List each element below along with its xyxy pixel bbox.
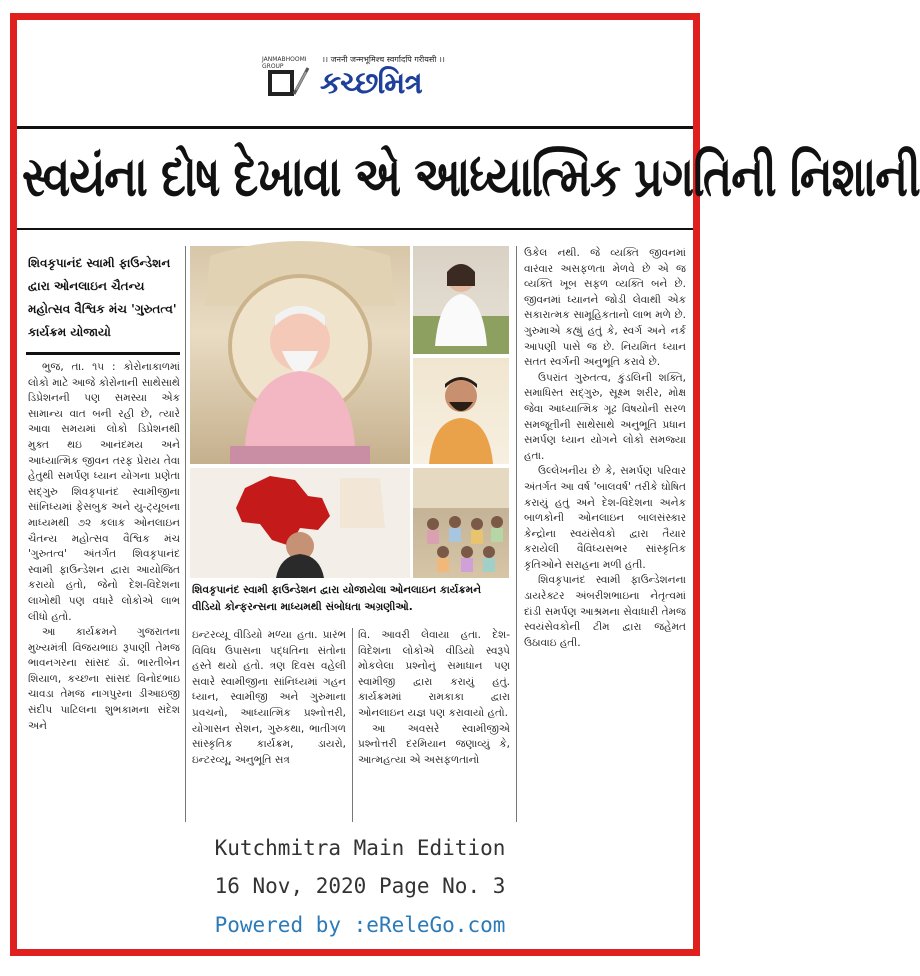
paragraph: વિ. આવરી લેવાયા હતા. દેશ-વિદેશના લોકોએ વીડિયો સ્વરૂપે મોકલેલા પ્રશ્નોનું સમાધાન પણ સ્વામીજી દ્વારા કરાયું હતું. કાર્યક્રમમાં રામકાકા દ્વારા ઓનલાઇન યજ્ઞ પણ કરાવાયો હતો. — [358, 629, 510, 719]
deck-text: શિવકૃપાનંદ સ્વામી ફાઉન્ડેશન દ્વારા ઓનલાઇન ચૈતન્ય મહોત્સવ વૈશ્વિક મંચ 'ગુરુતત્વ' કાર્યક્રમ યોજાયો — [28, 256, 177, 339]
newspaper-logo: કચ્છમિત્ર — [320, 66, 422, 101]
article-column-3 — [358, 628, 510, 822]
headline: સ્વયંના દોષ દેખાવા એ આધ્યાત્મિક પ્રગતિની નિશાની — [22, 145, 920, 210]
janmabhoomi-group-logo — [262, 56, 314, 100]
headline-rule — [17, 228, 693, 230]
paragraph: આ કાર્યક્રમને ગુજરાતના મુખ્યમંત્રી વિજયભાઇ રૂપાણી તેમજ ભાવનગરના સાંસદ ડૉ. ભારતીબેન શિયાળ, કચ્છના સાંસદ વિનોદભાઇ ચાવડા તેમજ નાગપુરના ડીઆઇજી સંદીપ પાટિલના શુભકામના સંદેશ અને — [28, 626, 180, 732]
deck-rule — [26, 352, 180, 355]
paragraph: ઉકેલ નથી. જે વ્યક્તિ જીવનમાં વારંવાર અસફળતા મેળવે છે એ જ વ્યક્તિ ખૂબ સફળ વ્યક્તિ બને છે. જીવનમાં ધ્યાનને જોડી લેવાથી એક સકારાત્મક સામૂહિકતાનો લાભ મળે છે. ગુરુમાએ કહ્યું હતું કે, સ્વર્ગ અને નર્ક આપણી પાસે જ છે. નિયમિત ધ્યાન સતત સ્વર્ગની અનુભૂતિ કરાવે છે. — [524, 247, 686, 369]
edition-name: Kutchmitra Main Edition — [214, 836, 506, 860]
group-label: JANMABHOOMI GROUP — [262, 56, 307, 70]
paragraph: ઉલ્લેખનીય છે કે, સમર્પણ પરિવાર અંતર્ગત આ વર્ષ 'બાલવર્ષ' તરીકે ઘોષિત કરાયું હતું અને દેશ-વિદેશના અનેક બાળકોની ઓનલાઇન બાલસંસ્કાર કેન્દ્રોના સ્વયંસેવકો દ્વારા તૈયાર કરાયેલી વૈવિધ્યસભર સાંસ્કૃતિક કૃતિઓને સરાહના મળી હતી. — [524, 465, 686, 571]
article-column-2 — [192, 628, 346, 822]
group-emblem-icon — [266, 64, 310, 98]
column-divider — [185, 246, 186, 822]
photo-gujarat-map — [190, 468, 410, 578]
column-divider — [516, 246, 517, 822]
photo-caption: શિવકૃપાનંદ સ્વામી ફાઉન્ડેશન દ્વારા યોજાયેલા ઓનલાઇન કાર્યક્રમને વીડિયો કોન્ફરન્સના માધ્યમથી સંબોધતા અગ્રણીઓ. — [192, 584, 482, 613]
powered-by-link[interactable]: Powered by :eReleGo.com — [214, 913, 506, 937]
article-column-1 — [28, 360, 180, 822]
article-column-4 — [524, 246, 686, 822]
paragraph: શિવકૃપાનંદ સ્વામી ફાઉન્ડેશનના ડાયરેક્ટર અંબરીશભાઇના નેતૃત્વમાં દાંડી સમર્પણ આશ્રમના સેવાધારી તેમજ સ્વયંસેવકોની ટીમ દ્વારા જહેમત ઉઠાવાઇ હતી. — [524, 574, 686, 649]
masthead — [262, 48, 462, 106]
edition-date-page: 16 Nov, 2020 Page No. 3 — [214, 874, 506, 898]
masthead-motto: ।। जननी जन्मभूमिश्च स्वर्गादपि गरीयसी ।। — [322, 55, 445, 64]
photo-gurumaa — [413, 246, 509, 354]
photo-audience — [413, 468, 509, 578]
paragraph: ઇન્ટરવ્યૂ વીડિયો મળ્યા હતા. પ્રારંભ વિવિધ ઉપાસના પદ્ધતિના સંતોના હસ્તે થયો હતો. ત્રણ દિવસ વહેલી સવારે સ્વામીજીના સાંનિધ્યમાં ગહન ધ્યાન, સ્વામીજી અને ગુરુમાના પ્રવચનો, આધ્યાત્મિક પ્રશ્નોત્તરી, યોગાસન સેશન, ગુરુકથા, ભાતીગળ સાંસ્કૃતિક કાર્યક્રમ, ડાયરો, ઇન્ટરવ્યૂ, અનુભૂતિ સત્ર — [192, 629, 346, 766]
paragraph: આ અવસરે સ્વામીજીએ પ્રશ્નોત્તરી દરમિયાન જણાવ્યું કે, આત્મહત્યા એ અસફળતાનો — [358, 722, 510, 766]
paragraph: ઉપરાંત ગુરુતત્વ, કુંડલિની શક્તિ, સમાધિસ્ત સદ્ગુરુ, સૂક્ષ્મ શરીર, મોક્ષ જેવા આધ્યાત્મિક ગૂઢ વિષયોની સરળ સમજૂતીની સાથેસાથે અનુભૂતિ પ્રધાન સમર્પણ ધ્યાન યોગને લોકો સમજ્યા હતા. — [524, 371, 686, 462]
column-divider — [352, 628, 353, 822]
photo-speaker — [413, 358, 509, 464]
paragraph: ભુજ, તા. ૧૫ : કોરોનાકાળમાં લોકો માટે આજે કોરોનાની સાથેસાથે ડિપ્રેશનની પણ સમસ્યા એક સામાન્ય વાત બની રહી છે, ત્યારે આવા સમયમાં લોકો ડિપ્રેશનથી મુક્ત થઇ આનંદમય અને આધ્યાત્મિક જીવન તરફ પ્રેરાય તેવા હેતુથી સમર્પણ ધ્યાન યોગના પ્રણેતા સદ્ગુરુ શિવકૃપાનંદ સ્વામીજીના સાંનિધ્યમાં ફેસબુક અને યુ-ટ્યૂબના માધ્યમથી ૭૨ કલાક ઓનલાઇન ચૈતન્ય મહોત્સવ વૈશ્વિક મંચ 'ગુરુતત્વ' અંતર્ગત શિવકૃપાનંદ સ્વામી ફાઉન્ડેશન દ્વારા આયોજિત કરાયો હતો, જેનો દેશ-વિદેશના લાખોથી પણ વધારે લોકોએ લાભ લીધો હતો. — [28, 361, 180, 623]
photo-swamiji — [190, 246, 410, 464]
